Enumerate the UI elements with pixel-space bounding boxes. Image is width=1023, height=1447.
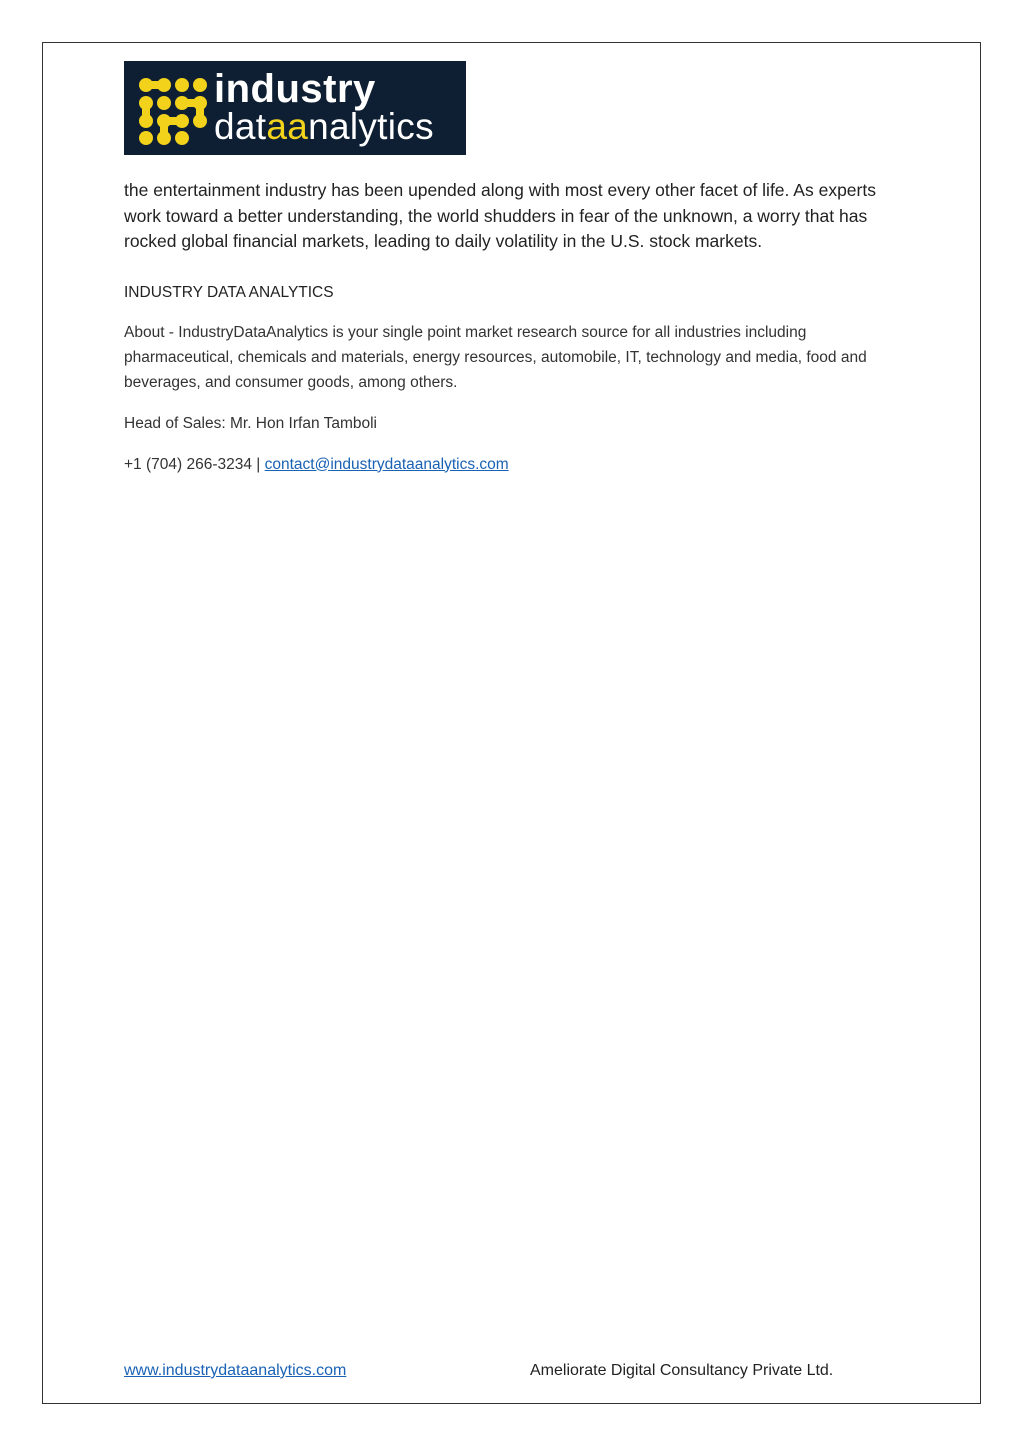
email-link[interactable]: contact@industrydataanalytics.com: [264, 455, 509, 473]
about-paragraph: About - IndustryDataAnalytics is your single point market research source for all industries including pharmaceutical, chemicals and materials, energy resources, automobile, IT, technology and media, food and beverages, and consumer goods, among others.: [124, 323, 867, 391]
logo-wordmark-top: industry: [214, 67, 376, 111]
contact-line: [124, 452, 894, 477]
dots-logo-icon: [124, 61, 214, 155]
company-name: Ameliorate Digital Consultancy Private Ltd.: [530, 1362, 834, 1379]
company-logo: [124, 61, 466, 155]
logo-wordmark-bottom: dataanalytics: [214, 106, 434, 147]
lead-paragraph: the entertainment industry has been upended along with most every other facet of life. As experts work toward a better understanding, the world shudders in fear of the unknown, a worry that has rocked global financial markets, leading to daily volatility in the U.S. stock markets.: [124, 180, 876, 251]
phone-number: +1 (704) 266-3234 |: [124, 455, 265, 473]
page-footer: [124, 1362, 884, 1388]
document-body: [124, 178, 894, 477]
head-of-sales: Head of Sales: Mr. Hon Irfan Tamboli: [124, 414, 378, 432]
section-heading: INDUSTRY DATA ANALYTICS: [124, 283, 334, 301]
website-link[interactable]: www.industrydataanalytics.com: [124, 1362, 347, 1379]
